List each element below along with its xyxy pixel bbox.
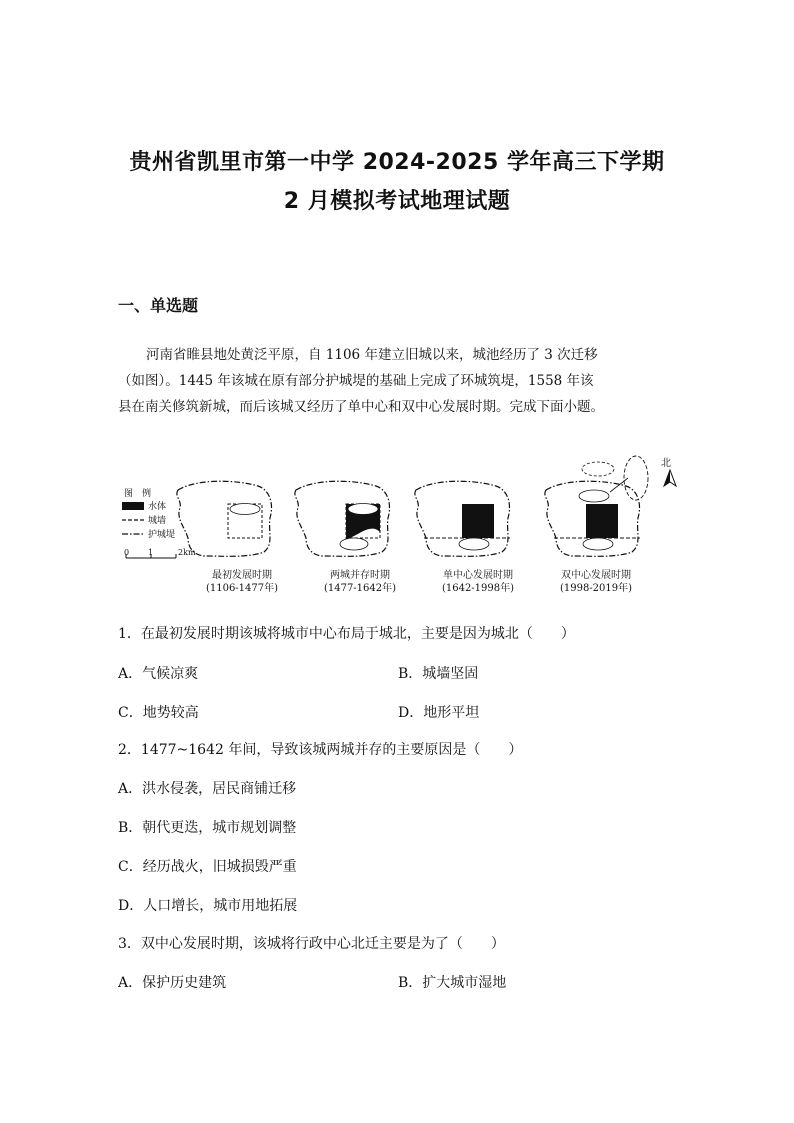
panel-3-years: (1642-1998年) bbox=[441, 583, 515, 594]
question-2-option-a[interactable]: A．洪水侵袭，居民商铺迁移 bbox=[118, 781, 297, 797]
panel-1-years: (1106-1477年) bbox=[205, 583, 279, 594]
legend-water-label: 水体 bbox=[148, 502, 167, 512]
panel-3-label: 单中心发展时期 bbox=[443, 570, 513, 581]
legend-wall-label: 城墙 bbox=[148, 516, 167, 526]
section-heading: 一、单选题 bbox=[118, 296, 199, 315]
north-label: 北 bbox=[661, 458, 671, 469]
map-panel-1 bbox=[177, 481, 278, 594]
scale-label-2: 2km bbox=[178, 548, 196, 557]
panel-1-label: 最初发展时期 bbox=[212, 570, 272, 581]
map-panel-4 bbox=[545, 456, 648, 594]
question-3-option-a[interactable]: A．保护历史建筑 bbox=[118, 975, 227, 991]
north-arrow-icon bbox=[661, 457, 676, 486]
question-1-stem: 1．在最初发展时期该城将城市中心布局于城北，主要是因为城北（ ） bbox=[118, 626, 575, 642]
panel-4-years: (1998-2019年) bbox=[559, 583, 633, 594]
question-3-stem: 3．双中心发展时期，该城将行政中心北迁主要是为了（ ） bbox=[118, 936, 505, 952]
question-2-option-d[interactable]: D．人口增长，城市用地拓展 bbox=[118, 898, 298, 914]
question-1-option-d[interactable]: D．地形平坦 bbox=[398, 705, 480, 721]
passage-line-1: 河南省睢县地处黄泛平原，自 1106 年建立旧城以来，城池经历了 3 次迁移 bbox=[146, 347, 598, 363]
legend-water-swatch bbox=[122, 502, 144, 510]
question-1-option-b[interactable]: B．城墙坚固 bbox=[398, 666, 479, 682]
map-panel-3 bbox=[415, 481, 514, 594]
panel-2-label: 两城并存时期 bbox=[330, 570, 390, 581]
scale-label-0: 0 bbox=[124, 548, 130, 557]
city-migration-map bbox=[118, 452, 682, 600]
passage-line-3: 县在南关修筑新城，而后该城又经历了单中心和双中心发展时期。完成下面小题。 bbox=[118, 399, 604, 415]
map-legend bbox=[122, 487, 196, 558]
question-3-option-b[interactable]: B．扩大城市湿地 bbox=[398, 975, 507, 991]
legend-dike-label: 护城堤 bbox=[148, 530, 176, 540]
question-2-option-c[interactable]: C．经历战火，旧城损毁严重 bbox=[118, 859, 297, 875]
question-1-option-c[interactable]: C．地势较高 bbox=[118, 705, 199, 721]
scale-label-1: 1 bbox=[148, 548, 154, 557]
document-title-line-1: 贵州省凯里市第一中学 2024-2025 学年高三下学期 bbox=[129, 150, 665, 175]
question-2-option-b[interactable]: B．朝代更迭，城市规划调整 bbox=[118, 820, 297, 836]
question-2-stem: 2．1477~1642 年间，导致该城两城并存的主要原因是（ ） bbox=[118, 742, 523, 758]
panel-2-years: (1477-1642年) bbox=[323, 583, 397, 594]
question-1-option-a[interactable]: A．气候凉爽 bbox=[118, 666, 199, 682]
panel-4-label: 双中心发展时期 bbox=[561, 570, 631, 581]
document-title-line-2: 2 月模拟考试地理试题 bbox=[283, 189, 511, 214]
passage-line-2: （如图）。1445 年该城在原有部分护城堤的基础上完成了环城筑堤，1558 年该 bbox=[118, 373, 594, 389]
map-panel-2 bbox=[295, 481, 396, 594]
legend-title: 图 例 bbox=[124, 489, 152, 499]
